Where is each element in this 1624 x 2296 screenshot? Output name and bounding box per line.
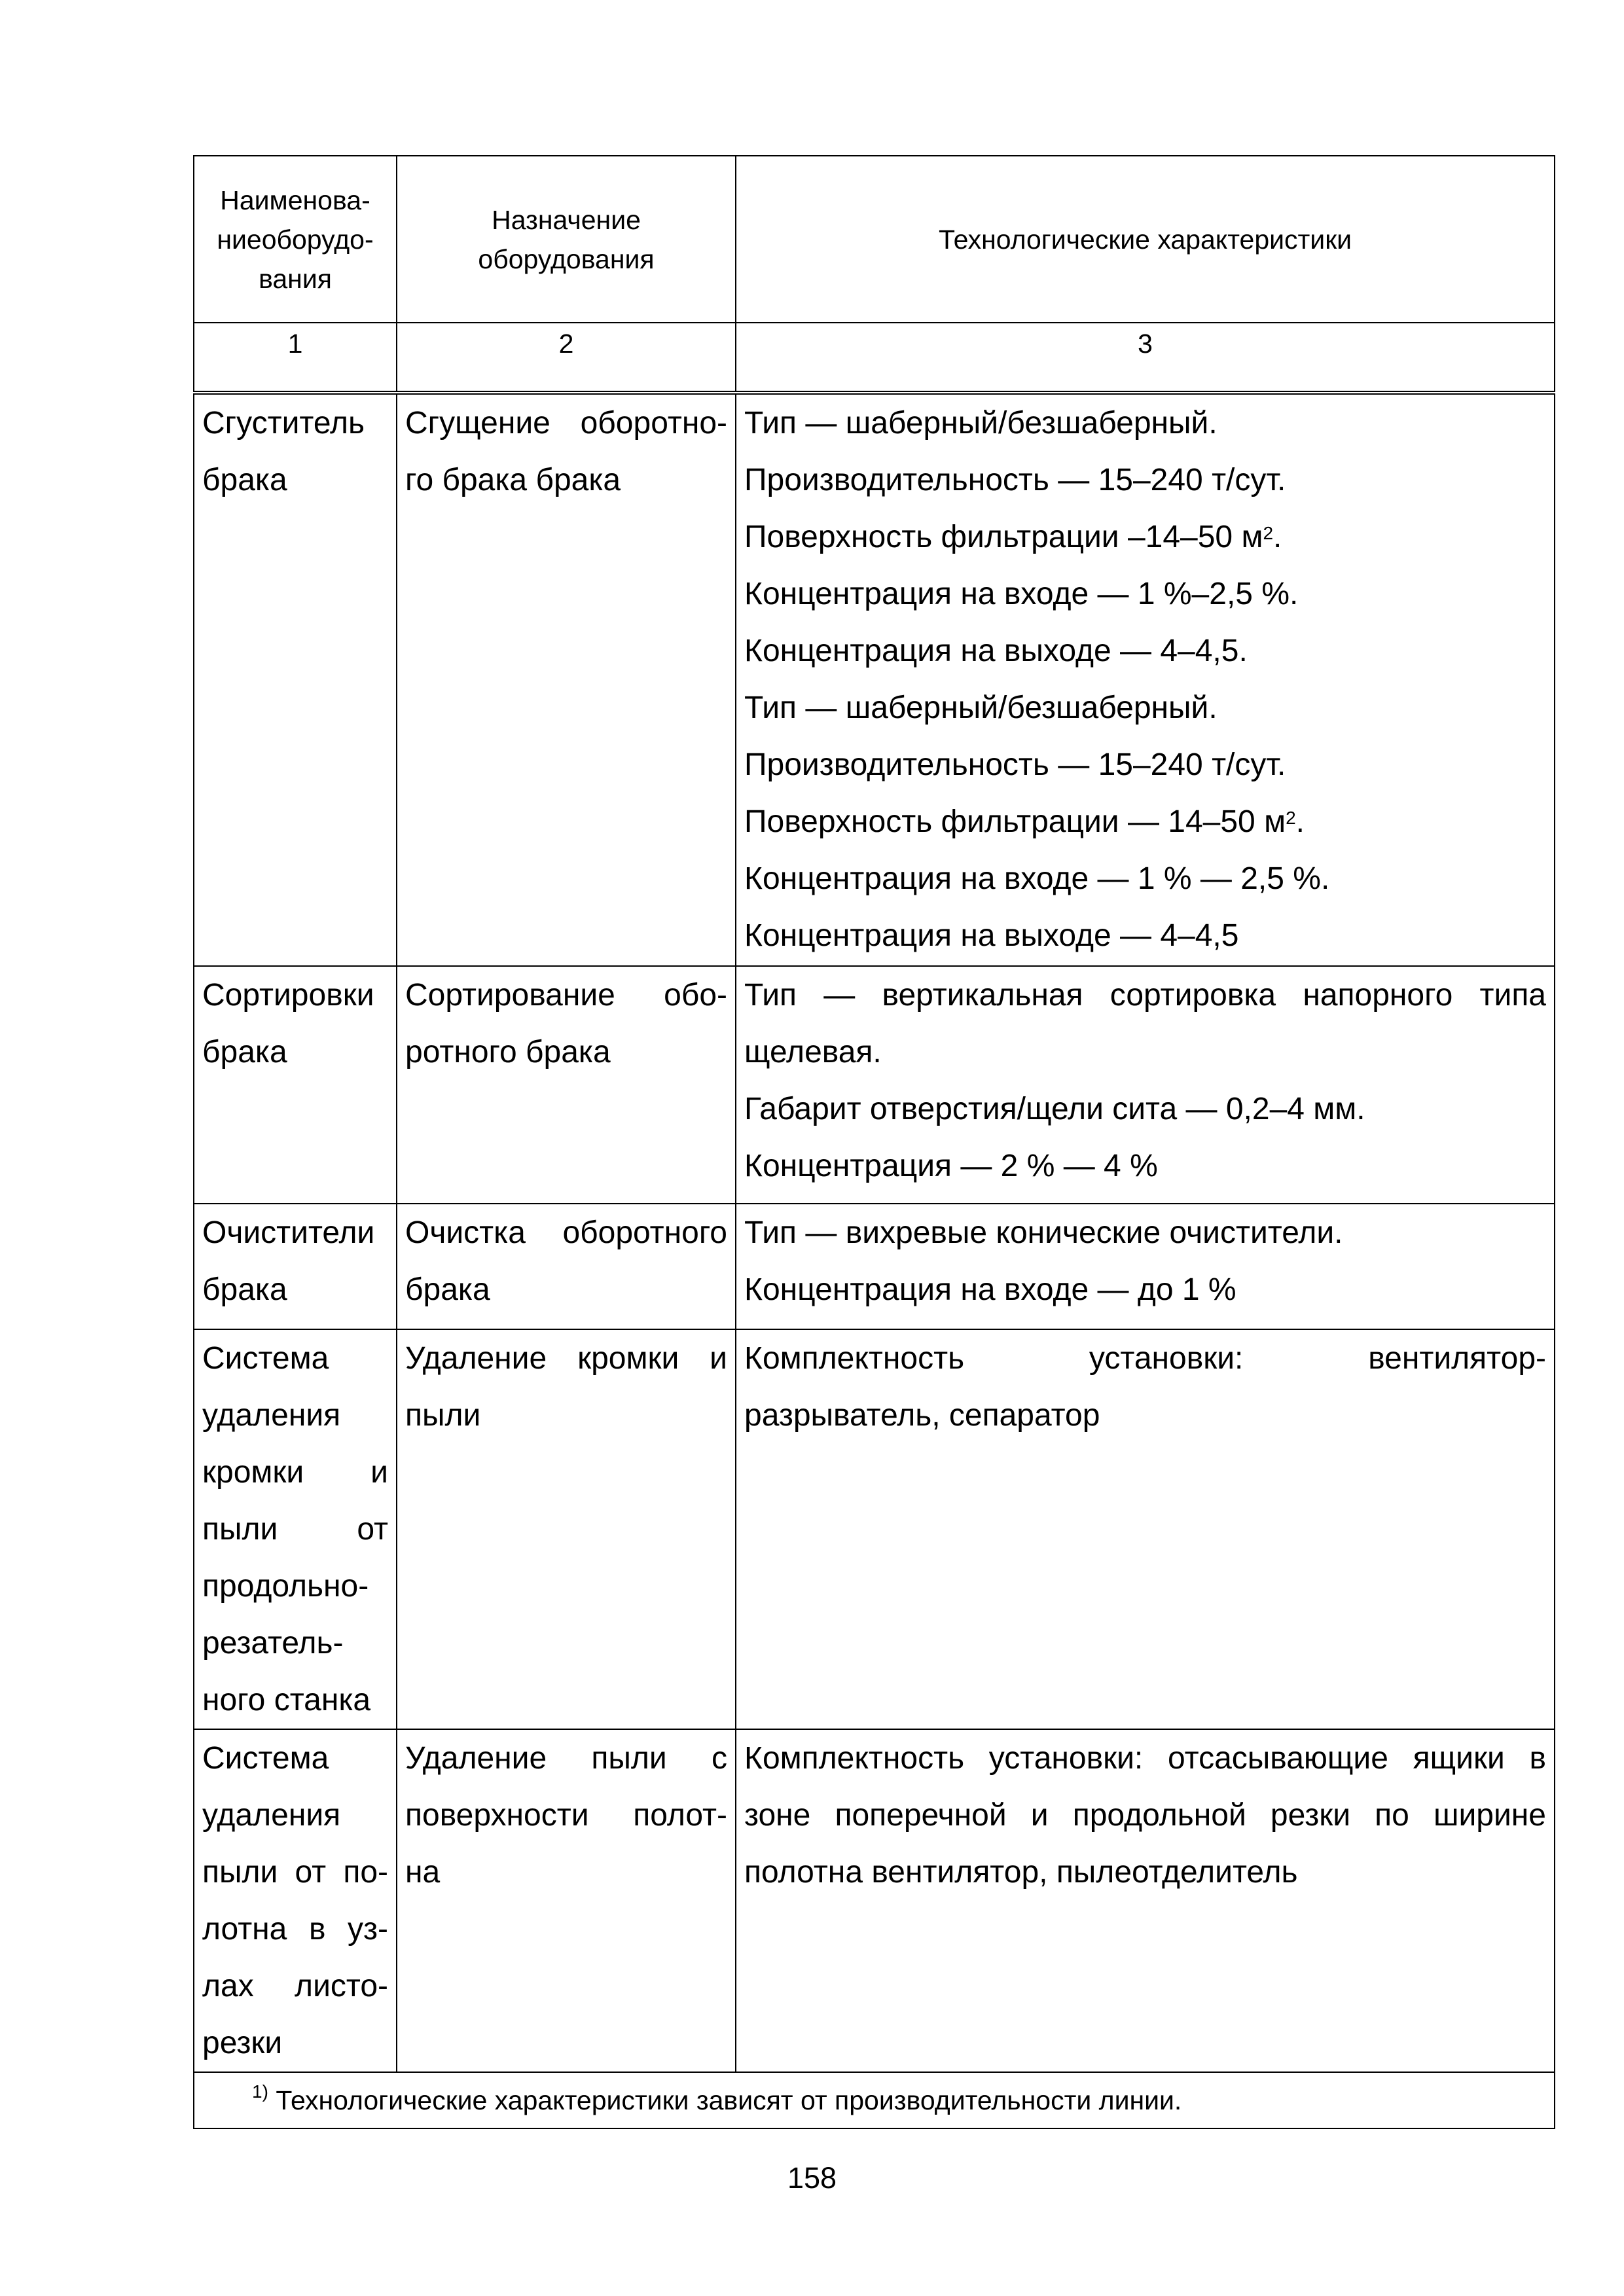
purpose-cell bbox=[397, 1329, 736, 1729]
spec-line: Концентрация на выходе — 4–4,5 bbox=[744, 918, 1239, 953]
purpose-cell bbox=[397, 966, 736, 1204]
equipment-name-line: ного станка bbox=[202, 1683, 371, 1717]
spec-line: зоне поперечной и продольной резки по ширине bbox=[744, 1798, 1546, 1833]
spec-line: Тип — шаберный/безшаберный. bbox=[744, 406, 1218, 440]
purpose-line: пыли bbox=[405, 1398, 481, 1433]
footnote-row bbox=[194, 2072, 1555, 2128]
superscript: 2 bbox=[1286, 808, 1296, 828]
specs-cell bbox=[736, 1729, 1555, 2072]
spec-text: Поверхность фильтрации –14–50 м bbox=[744, 520, 1263, 554]
equipment-name-line: лах листо- bbox=[202, 1969, 388, 2003]
equipment-name-line: брака bbox=[202, 1035, 287, 1069]
table-row bbox=[194, 393, 1555, 966]
table-row bbox=[194, 1729, 1555, 2072]
superscript: 2 bbox=[1263, 523, 1274, 543]
column-number-row bbox=[194, 323, 1555, 393]
spec-text: Поверхность фильтрации — 14–50 м bbox=[744, 804, 1286, 839]
header-equipment-purpose: Назначение оборудования bbox=[397, 156, 736, 323]
equipment-name-line: удаления bbox=[202, 1398, 341, 1433]
header-equipment-name: Наименова- ниеоборудо- вания bbox=[194, 156, 397, 323]
table-header-row bbox=[194, 156, 1555, 323]
equipment-name-line: Система bbox=[202, 1341, 329, 1376]
purpose-cell bbox=[397, 393, 736, 966]
purpose-line: Сортирование обо- bbox=[405, 978, 727, 1013]
spec-line: разрыватель, сепаратор bbox=[744, 1398, 1100, 1433]
equipment-name-cell bbox=[194, 1729, 397, 2072]
purpose-line: брака bbox=[405, 1272, 490, 1307]
footnote-text: Технологические характеристики зависят от производительности линии. bbox=[276, 2085, 1182, 2115]
footnote-marker: 1) bbox=[252, 2081, 268, 2102]
spec-line: Тип — вертикальная сортировка напорного типа bbox=[744, 978, 1546, 1013]
purpose-cell bbox=[397, 1204, 736, 1329]
specs-cell bbox=[736, 1329, 1555, 1729]
equipment-name-line: брака bbox=[202, 1272, 287, 1307]
equipment-name-line: резатель- bbox=[202, 1626, 344, 1660]
spec-line: Концентрация на входе — 1 %–2,5 %. bbox=[744, 577, 1299, 611]
purpose-line: Сгущение оборотно- bbox=[405, 406, 727, 440]
purpose-line: ротного брака bbox=[405, 1035, 611, 1069]
equipment-name-line: кромки и bbox=[202, 1455, 388, 1490]
purpose-line: на bbox=[405, 1855, 441, 1890]
spec-line: Концентрация на входе — до 1 % bbox=[744, 1272, 1236, 1307]
spec-tail: . bbox=[1295, 804, 1305, 839]
equipment-name-cell bbox=[194, 1329, 397, 1729]
column-number-3: 3 bbox=[736, 323, 1555, 393]
equipment-name-line: Сгуститель bbox=[202, 406, 365, 440]
spec-line: Комплектность установки: отсасывающие ящики в bbox=[744, 1741, 1546, 1776]
spec-line: Комплектность установки: вентилятор- bbox=[744, 1341, 1546, 1376]
spec-line: Тип — вихревые конические очистители. bbox=[744, 1215, 1343, 1250]
spec-line: щелевая. bbox=[744, 1035, 882, 1069]
purpose-line: го брака брака bbox=[405, 463, 621, 497]
equipment-name-line: продольно- bbox=[202, 1569, 369, 1604]
table-row bbox=[194, 1329, 1555, 1729]
equipment-name-line: резки bbox=[202, 2026, 283, 2060]
spec-tail: . bbox=[1273, 520, 1282, 554]
header-tech-characteristics: Технологические характеристики bbox=[736, 156, 1555, 323]
equipment-name-line: Система bbox=[202, 1741, 329, 1776]
specs-cell bbox=[736, 1204, 1555, 1329]
equipment-name-cell bbox=[194, 393, 397, 966]
spec-line: Тип — шаберный/безшаберный. bbox=[744, 691, 1218, 725]
spec-line-with-superscript bbox=[744, 509, 1546, 565]
spec-line: Концентрация — 2 % — 4 % bbox=[744, 1149, 1158, 1183]
spec-line: полотна вентилятор, пылеотделитель bbox=[744, 1855, 1298, 1890]
table-row bbox=[194, 1204, 1555, 1329]
equipment-name-line: пыли от по- bbox=[202, 1855, 388, 1890]
equipment-name-line: брака bbox=[202, 463, 287, 497]
page-number: 158 bbox=[787, 2161, 837, 2195]
purpose-line: Удаление кромки и bbox=[405, 1341, 727, 1376]
equipment-name-line: Сортировки bbox=[202, 978, 374, 1013]
specs-cell bbox=[736, 966, 1555, 1204]
spec-line-with-superscript bbox=[744, 793, 1546, 850]
equipment-name-line: Очистители bbox=[202, 1215, 375, 1250]
purpose-line: Удаление пыли с bbox=[405, 1741, 727, 1776]
equipment-table bbox=[193, 155, 1555, 2129]
column-number-2: 2 bbox=[397, 323, 736, 393]
purpose-line: поверхности полот- bbox=[405, 1798, 727, 1833]
equipment-name-line: удаления bbox=[202, 1798, 341, 1833]
spec-line: Габарит отверстия/щели сита — 0,2–4 мм. bbox=[744, 1092, 1365, 1126]
purpose-cell bbox=[397, 1729, 736, 2072]
spec-line: Концентрация на выходе — 4–4,5. bbox=[744, 634, 1248, 668]
equipment-name-line: пыли от bbox=[202, 1512, 388, 1547]
footnote bbox=[194, 2072, 1555, 2128]
column-number-1: 1 bbox=[194, 323, 397, 393]
equipment-name-cell bbox=[194, 966, 397, 1204]
table-row bbox=[194, 966, 1555, 1204]
equipment-name-cell bbox=[194, 1204, 397, 1329]
spec-line: Концентрация на входе — 1 % — 2,5 %. bbox=[744, 861, 1330, 896]
equipment-name-line: лотна в уз- bbox=[202, 1912, 388, 1946]
purpose-line: Очистка оборотного bbox=[405, 1215, 727, 1250]
specs-cell bbox=[736, 393, 1555, 966]
spec-line: Производительность — 15–240 т/сут. bbox=[744, 747, 1286, 782]
spec-line: Производительность — 15–240 т/сут. bbox=[744, 463, 1286, 497]
